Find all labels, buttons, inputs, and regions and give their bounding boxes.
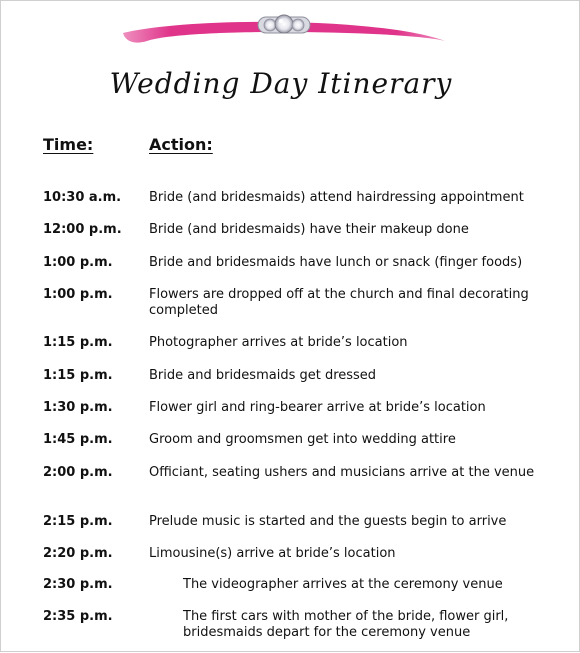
column-header-time: Time:: [43, 135, 94, 154]
page-title: Wedding Day Itinerary: [109, 67, 453, 100]
row-action: The videographer arrives at the ceremony venue: [183, 577, 503, 592]
row-time: 2:30 p.m.: [43, 577, 113, 592]
row-action: Groom and groomsmen get into wedding attire: [149, 432, 456, 447]
row-action: Bride and bridesmaids get dressed: [149, 368, 377, 383]
row-time: 2:35 p.m.: [43, 609, 113, 624]
row-time: 2:15 p.m.: [43, 514, 113, 529]
row-time: 1:15 p.m.: [43, 335, 113, 350]
row-time: 10:30 a.m.: [43, 190, 122, 205]
row-action: Flowers are dropped off at the church and final decorating completed: [149, 287, 529, 318]
row-action: The first cars with mother of the bride, flower girl, bridesmaids depart for the ceremony venue: [183, 609, 509, 640]
row-action: Officiant, seating ushers and musicians arrive at the venue: [149, 465, 535, 480]
row-time: 1:30 p.m.: [43, 400, 113, 415]
row-time: 2:00 p.m.: [43, 465, 113, 480]
row-action: Prelude music is started and the guests begin to arrive: [149, 514, 507, 529]
row-time: 12:00 p.m.: [43, 222, 122, 237]
row-time: 2:20 p.m.: [43, 546, 113, 561]
row-action: Photographer arrives at bride’s location: [149, 335, 408, 350]
itinerary-list: [1, 1, 580, 653]
row-action: Bride (and bridesmaids) attend hairdressing appointment: [149, 190, 524, 205]
row-action: Bride and bridesmaids have lunch or snack (finger foods): [149, 255, 523, 270]
column-header-action: Action:: [149, 135, 213, 154]
row-time: 1:45 p.m.: [43, 432, 113, 447]
row-action: Limousine(s) arrive at bride’s location: [149, 546, 396, 561]
row-action: Flower girl and ring-bearer arrive at bride’s location: [149, 400, 486, 415]
row-time: 1:00 p.m.: [43, 287, 113, 302]
row-time: 1:00 p.m.: [43, 255, 113, 270]
row-action: Bride (and bridesmaids) have their makeup done: [149, 222, 469, 237]
row-time: 1:15 p.m.: [43, 368, 113, 383]
